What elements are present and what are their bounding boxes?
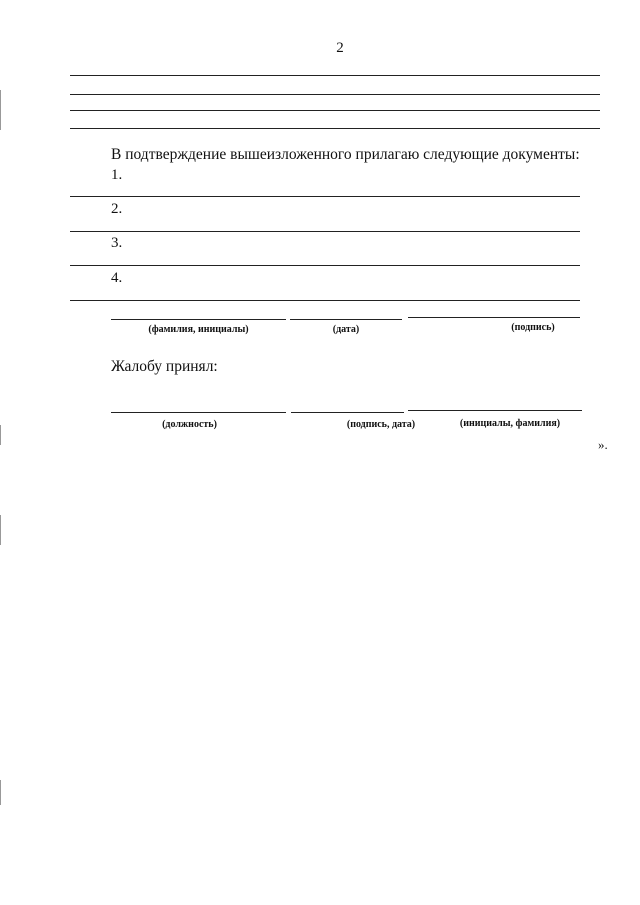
continuation-line <box>70 110 600 111</box>
receiver-signature-date-caption: (подпись, дата) <box>346 419 416 430</box>
receiver-position-caption: (должность) <box>162 419 217 430</box>
scan-edge-mark <box>0 515 1 545</box>
receiver-name-caption: (инициалы, фамилия) <box>459 418 561 429</box>
document-item-number: 1. <box>111 167 123 183</box>
attachments-intro: В подтверждение вышеизложенного прилагаю следующие документы: <box>111 146 580 163</box>
applicant-signature-caption: (подпись) <box>511 322 555 333</box>
page-number: 2 <box>336 40 344 56</box>
complaint-received-label: Жалобу принял: <box>111 358 218 375</box>
scan-edge-mark <box>0 425 1 445</box>
applicant-signature-line <box>408 317 580 318</box>
closing-quote: ». <box>598 437 608 452</box>
applicant-name-caption: (фамилия, инициалы) <box>148 324 249 335</box>
continuation-line <box>70 94 600 95</box>
continuation-line <box>70 75 600 76</box>
applicant-date-line <box>290 319 402 320</box>
scan-edge-mark <box>0 780 1 805</box>
document-item-number: 3. <box>111 235 123 251</box>
applicant-name-line <box>111 319 286 320</box>
receiver-signature-date-line <box>291 412 404 413</box>
applicant-date-caption: (дата) <box>332 324 360 335</box>
document-item-line <box>70 300 580 301</box>
document-item-line <box>70 231 580 232</box>
document-item-number: 2. <box>111 201 123 217</box>
document-item-number: 4. <box>111 270 123 286</box>
receiver-position-line <box>111 412 286 413</box>
document-item-line <box>70 265 580 266</box>
scan-edge-mark <box>0 90 1 130</box>
document-item-line <box>70 196 580 197</box>
continuation-line <box>70 128 600 129</box>
receiver-name-line <box>408 410 582 411</box>
